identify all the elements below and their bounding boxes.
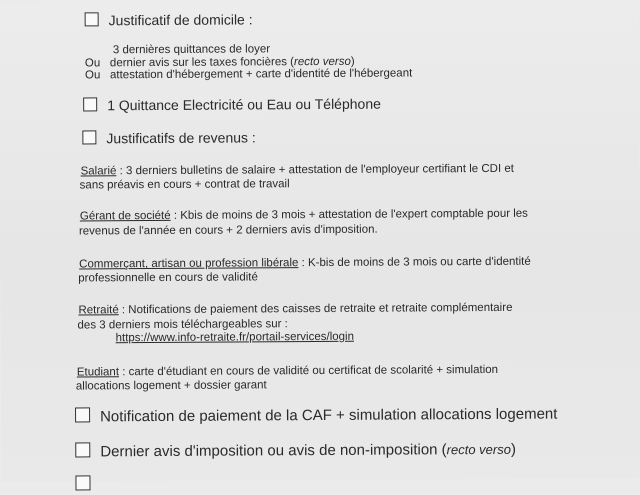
gerant-line2: revenus de l'année en cours + 2 derniers avis d'imposition. xyxy=(78,223,378,238)
domicile-line2-italic: recto verso xyxy=(293,55,351,69)
retraite-text1: : Notifications de paiement des caisses de retraite et retraite complémentaire xyxy=(118,301,513,317)
domicile-checkbox[interactable] xyxy=(85,12,99,26)
info-retraite-link[interactable]: https://www.info-retraite.fr/portail-services/login xyxy=(115,330,355,345)
imposition-title: Dernier avis d'imposition ou avis de non-imposition ( xyxy=(100,441,447,461)
quittance-checkbox[interactable] xyxy=(83,97,97,111)
domicile-section xyxy=(85,11,253,28)
caf-section xyxy=(75,405,557,426)
revenus-section xyxy=(82,129,256,146)
commercant-line1 xyxy=(79,255,531,272)
domicile-line2-close: ) xyxy=(350,55,355,68)
quittance-section xyxy=(83,96,381,114)
imposition-close: ) xyxy=(510,440,517,458)
commercant-label: Commerçant, artisan ou profession libérale xyxy=(79,257,299,271)
gerant-line1 xyxy=(80,207,528,224)
domicile-line3 xyxy=(85,66,412,82)
etudiant-line2: allocations logement + dossier garant xyxy=(75,379,267,393)
domicile-line3-text: attestation d'hébergement + carte d'identité de l'hébergeant xyxy=(109,67,413,82)
quittance-title: 1 Quittance Electricité ou Eau ou Téléphone xyxy=(107,95,381,114)
gerant-label: Gérant de société xyxy=(79,209,171,223)
retraite-label: Retraité xyxy=(78,304,119,317)
caf-checkbox[interactable] xyxy=(75,407,90,422)
etudiant-label: Etudiant xyxy=(76,366,120,379)
retraite-line2: des 3 derniers mois téléchargeables sur : xyxy=(77,318,288,332)
cut-off-row xyxy=(75,475,100,494)
salarie-text1: : 3 derniers bulletins de salaire + attestation de l'employeur certifiant le CDI et xyxy=(116,162,514,178)
retraite-link[interactable] xyxy=(116,330,354,345)
domicile-title: Justificatif de domicile : xyxy=(108,11,253,29)
commercant-line2: professionnelle en cours de validité xyxy=(78,271,258,285)
cut-off-checkbox[interactable] xyxy=(75,475,90,490)
revenus-title: Justificatifs de revenus : xyxy=(106,129,256,147)
imposition-section xyxy=(75,440,516,461)
salarie-line2: sans préavis en cours + contrat de travail xyxy=(79,178,290,192)
salarie-line1 xyxy=(81,162,514,179)
salarie-label: Salarié xyxy=(80,165,117,178)
ou-label: Ou xyxy=(84,69,101,82)
domicile-line1: 3 dernières quittances de loyer xyxy=(112,43,271,57)
gerant-text1: : Kbis de moins de 3 mois + attestation de l'expert comptable pour les xyxy=(170,207,528,222)
commercant-text1: : K-bis de moins de 3 mois ou carte d'identité xyxy=(298,255,531,270)
imposition-italic: recto verso xyxy=(446,441,511,458)
revenus-checkbox[interactable] xyxy=(82,130,96,144)
retraite-line1 xyxy=(78,301,512,318)
caf-title: Notification de paiement de la CAF + simulation allocations logement xyxy=(100,405,558,426)
etudiant-text1: : carte d'étudiant en cours de validité ou certificat de scolarité + simulation xyxy=(118,363,499,379)
imposition-checkbox[interactable] xyxy=(75,442,90,457)
etudiant-line1 xyxy=(77,363,498,380)
ou-label: Ou xyxy=(84,57,101,70)
domicile-line2-text: dernier avis sur les taxes foncières ( xyxy=(109,56,295,70)
